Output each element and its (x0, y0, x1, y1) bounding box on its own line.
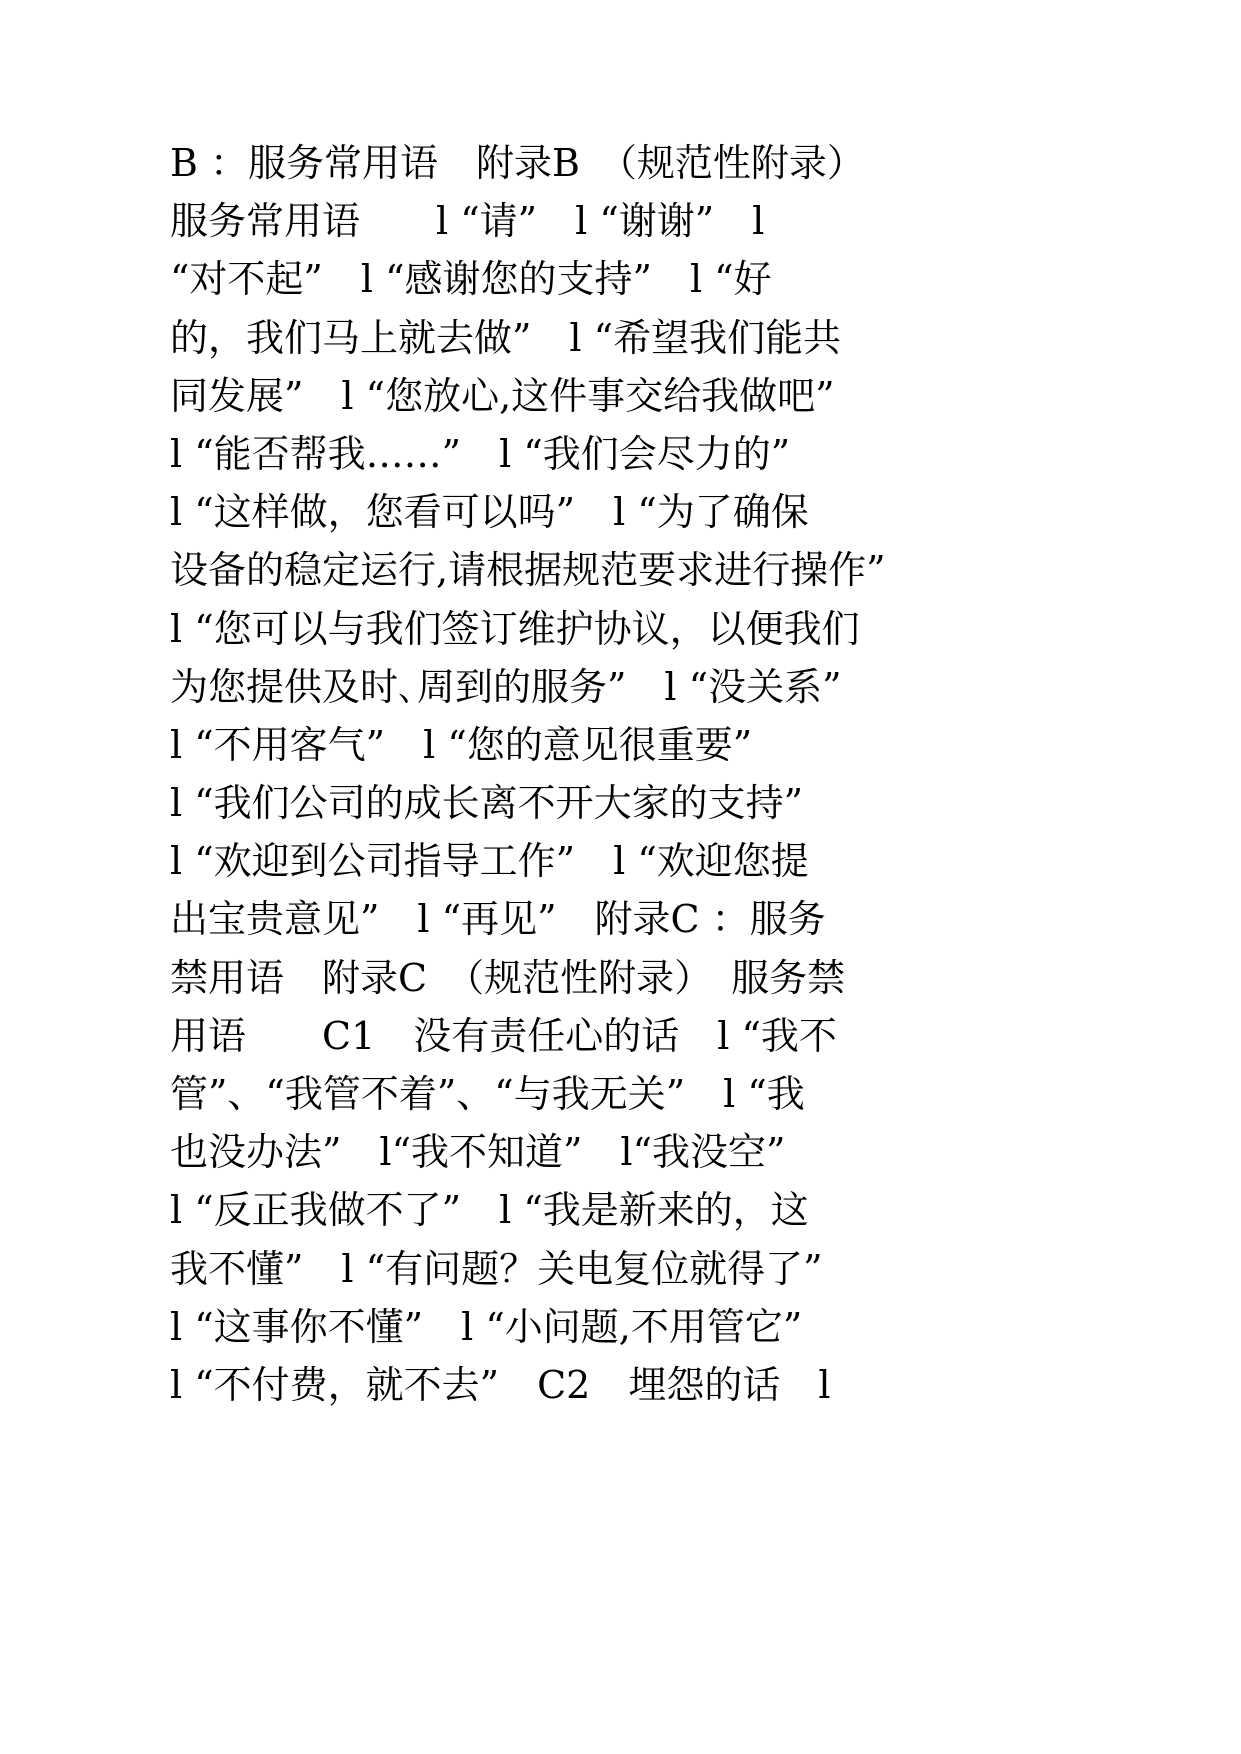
text-line: l “我们公司的成长离不开大家的支持” (170, 781, 804, 826)
text-line: 我不懂” l “有问题？关电复位就得了” (170, 1246, 823, 1291)
text-line: 的，我们马上就去做” l “希望我们能共 (170, 315, 842, 360)
text-line: 也没办法” l“我不知道” l“我没空” (170, 1130, 786, 1175)
text-line: B ：服务常用语 附录B （规范性附录） (170, 141, 865, 185)
text-line: 用语 C1 没有责任心的话 l “我不 (170, 1013, 837, 1058)
text-line: l “不付费，就不去” C2 埋怨的话 l (170, 1362, 831, 1407)
text-line: l “这样做，您看可以吗” l “为了确保 (170, 490, 809, 535)
body-text (170, 134, 960, 1414)
text-line: 禁用语 附录C （规范性附录） 服务禁 (170, 955, 846, 1000)
text-line: l “不用客气” l “您的意见很重要” (170, 722, 753, 767)
text-line: 为您提供及时､周到的服务” l “没关系” (170, 664, 842, 709)
text-line: 管”、“我管不着”、“与我无关” l “我 (170, 1072, 805, 1116)
text-line: “对不起” l “感谢您的支持” l “好 (170, 257, 772, 302)
text-line: 同发展” l “您放心,这件事交给我做吧” (170, 373, 835, 418)
text-line: 出宝贵意见” l “再见” 附录C ：服务 (170, 897, 826, 942)
text-line: l “欢迎到公司指导工作” l “欢迎您提 (170, 839, 809, 884)
text-line: 设备的稳定运行,请根据规范要求进行操作” (170, 548, 886, 593)
text-line: l “您可以与我们签订维护协议，以便我们 (170, 606, 860, 651)
text-line: l “反正我做不了” l “我是新来的，这 (170, 1188, 809, 1233)
text-line: l “能否帮我……” l “我们会尽力的” (170, 431, 791, 476)
text-line: 服务常用语 l “请” l “谢谢” l (170, 199, 765, 244)
text-line: l “这事你不懂” l “小问题,不用管它” (170, 1304, 803, 1349)
